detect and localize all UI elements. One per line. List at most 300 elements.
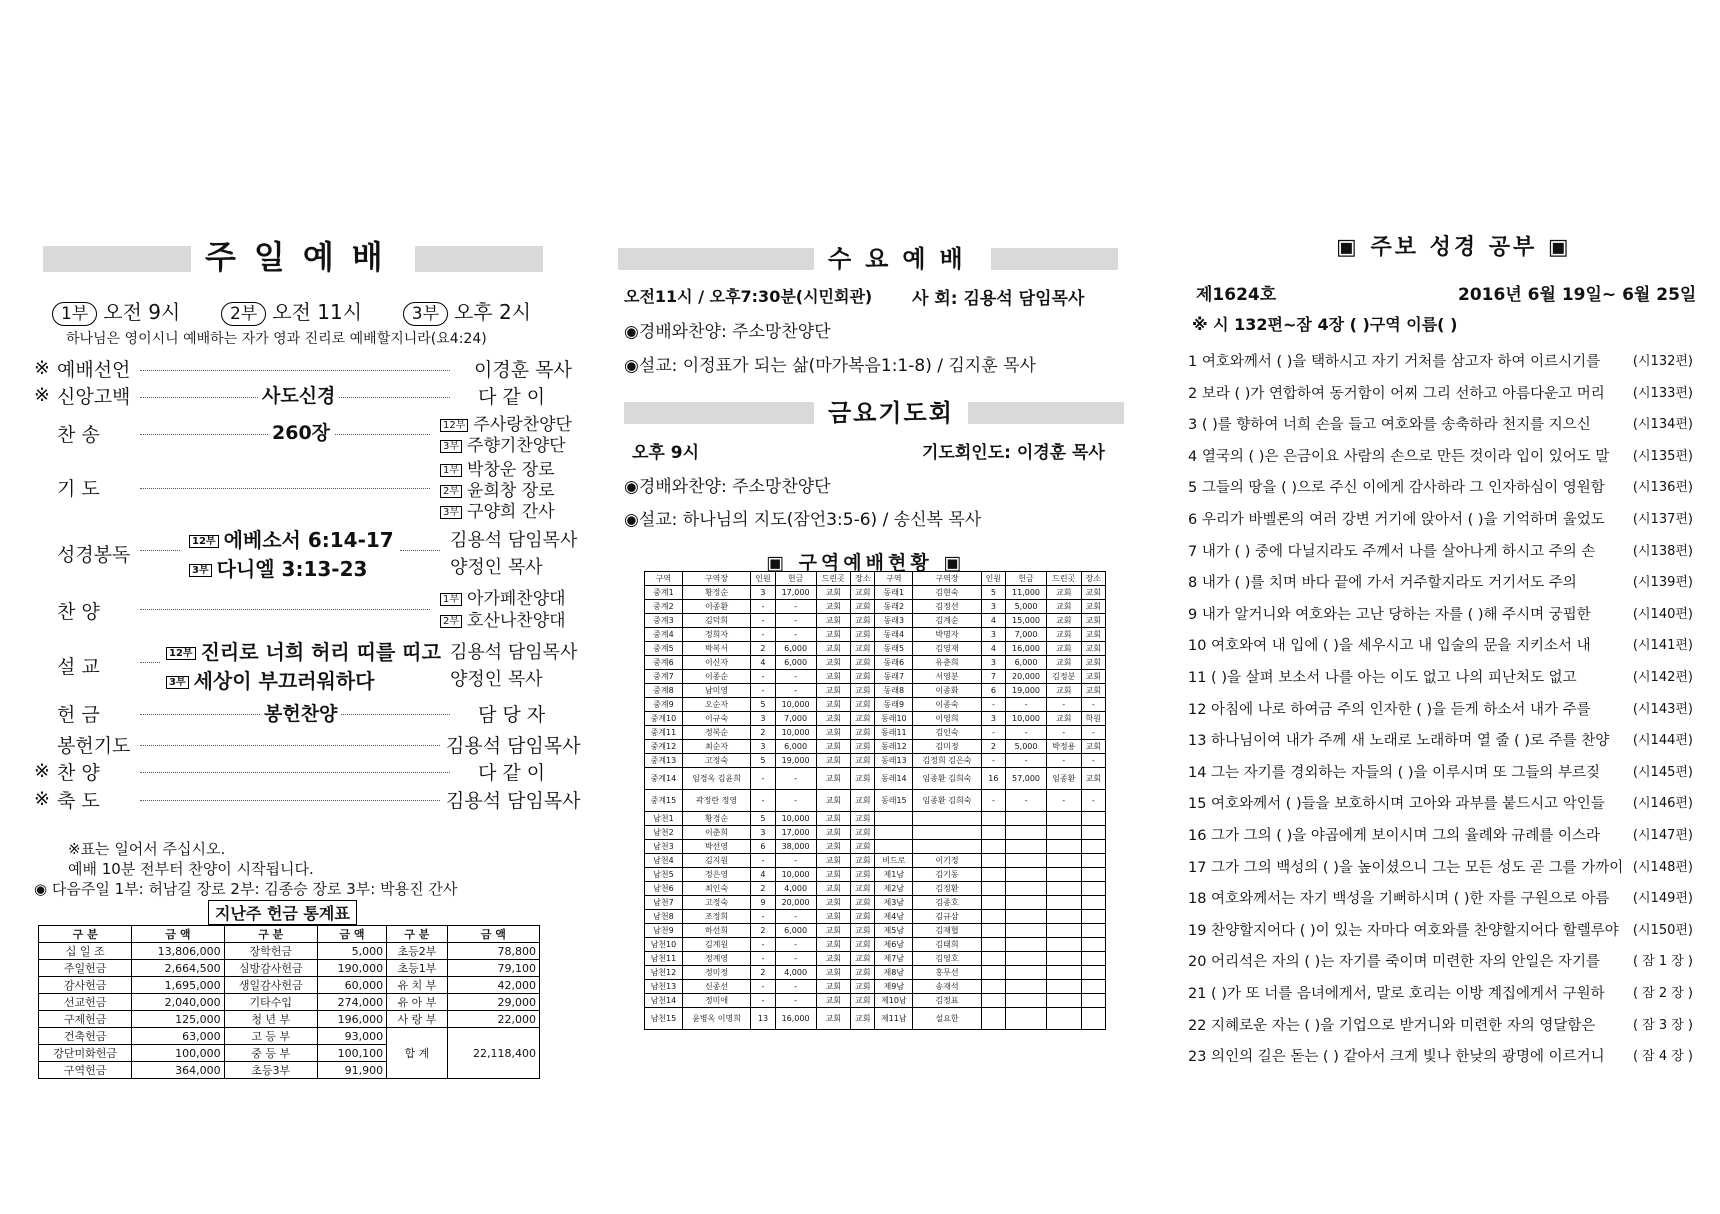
table-row xyxy=(645,754,1106,768)
table-cell: 제6남 xyxy=(875,938,913,952)
table-cell xyxy=(913,826,982,840)
question-reference: (시134편) xyxy=(1632,417,1693,433)
table-cell: 6,000 xyxy=(775,740,816,754)
question-item xyxy=(1188,887,1693,908)
offering-table-title: 지난주 헌금 통계표 xyxy=(208,900,357,925)
table-cell: - xyxy=(1081,754,1105,768)
table-cell: - xyxy=(775,790,816,812)
table-cell: 김계순 xyxy=(913,614,982,628)
table-cell: 교회 xyxy=(1046,684,1081,698)
question-reference: (시144편) xyxy=(1632,733,1693,749)
table-cell: 교회 xyxy=(851,1008,875,1030)
part-tag: 1부 xyxy=(440,593,462,606)
table-cell: 박정용 xyxy=(1046,740,1081,754)
note-next-sunday: ◉ 다음주일 1부: 허남길 장로 2부: 김종승 장로 3부: 박용진 간사 xyxy=(34,880,458,898)
table-cell: 김인숙 xyxy=(913,726,982,740)
table-cell: 중계5 xyxy=(645,642,683,656)
table-cell: 7 xyxy=(981,670,1005,684)
order-hymn-center: 260장 xyxy=(268,418,334,445)
table-cell: 5 xyxy=(981,586,1005,600)
order-sermon-2 xyxy=(166,665,374,694)
order-reading-2-reader: 양정인 목사 xyxy=(450,557,543,578)
table-cell: 황경순 xyxy=(682,812,751,826)
table-cell: - xyxy=(751,614,775,628)
question-text: 22 지혜로운 자는 ( )을 기업으로 받거니와 미련한 자의 영달함은 xyxy=(1188,1017,1596,1034)
table-cell xyxy=(1081,896,1105,910)
order-sermon-1-preacher: 김용석 담임목사 xyxy=(450,642,578,663)
table-cell: 2,664,500 xyxy=(132,960,224,977)
table-cell: 3 xyxy=(751,712,775,726)
table-cell: 정미애 xyxy=(682,994,751,1008)
choir-name: 주향기찬양단 xyxy=(467,436,566,456)
table-cell: 구제헌금 xyxy=(39,1011,132,1028)
table-cell: 교회 xyxy=(851,614,875,628)
table-cell xyxy=(875,840,913,854)
table-cell: 중계7 xyxy=(645,670,683,684)
time-3: 오후 2시 xyxy=(454,300,532,324)
table-cell: 교회 xyxy=(1046,656,1081,670)
question-text: 6 우리가 바벨론의 여러 강변 거기에 앉아서 ( )을 기억하며 울었도 xyxy=(1188,512,1605,528)
table-row xyxy=(645,980,1106,994)
table-cell: - xyxy=(775,980,816,994)
table-cell: - xyxy=(775,938,816,952)
table-cell xyxy=(981,980,1005,994)
table-cell: 박복서 xyxy=(682,642,751,656)
leader-dots xyxy=(140,488,430,489)
order-sermon-1 xyxy=(166,636,441,665)
question-item xyxy=(1188,950,1693,971)
table-cell: 교회 xyxy=(816,1008,851,1030)
table-cell: 유 치 부 xyxy=(387,977,448,994)
table-cell xyxy=(875,812,913,826)
order-praise2-right: 다 같 이 xyxy=(478,762,546,784)
question-reference: (시140편) xyxy=(1632,606,1693,622)
table-cell: 생일감사헌금 xyxy=(224,977,317,994)
order-call-right: 이경훈 목사 xyxy=(474,359,572,381)
table-cell: 교회 xyxy=(851,740,875,754)
table-cell: 하선희 xyxy=(682,924,751,938)
table-cell: 17,000 xyxy=(775,586,816,600)
table-cell: - xyxy=(751,994,775,1008)
table-cell: 교회 xyxy=(1081,614,1105,628)
study-issue: 제1624호 xyxy=(1196,285,1277,305)
table-cell: - xyxy=(1081,726,1105,740)
table-cell: 교회 xyxy=(816,994,851,1008)
total-label: 합 계 xyxy=(387,1028,448,1079)
question-reference: (시142편) xyxy=(1632,670,1693,685)
table-cell: 교회 xyxy=(816,826,851,840)
col-header: 구역 xyxy=(875,572,913,586)
table-cell: 이영희 xyxy=(913,712,982,726)
question-item xyxy=(1188,982,1693,1003)
table-row xyxy=(645,656,1106,670)
table-cell xyxy=(981,910,1005,924)
table-cell: 22,000 xyxy=(447,1011,539,1028)
table-cell: 125,000 xyxy=(132,1011,224,1028)
table-cell xyxy=(1046,840,1081,854)
table-cell: 교회 xyxy=(816,910,851,924)
table-cell: 교회 xyxy=(851,712,875,726)
table-cell: 남천5 xyxy=(645,868,683,882)
part-tag: 12부 xyxy=(189,535,219,548)
table-cell: 교회 xyxy=(816,754,851,768)
table-cell xyxy=(1046,994,1081,1008)
question-text: 2 보라 ( )가 연합하여 동거함이 어찌 그리 선하고 아름다운고 머리 xyxy=(1188,385,1605,402)
table-cell: - xyxy=(1006,698,1047,712)
order-hymn-r2 xyxy=(440,431,566,456)
table-cell xyxy=(1006,826,1047,840)
table-cell: 63,000 xyxy=(132,1028,224,1045)
table-cell: 비드로 xyxy=(875,854,913,868)
table-cell: 교회 xyxy=(851,684,875,698)
table-cell: 4 xyxy=(981,614,1005,628)
table-row xyxy=(645,868,1106,882)
table-cell: 최순자 xyxy=(682,740,751,754)
question-item xyxy=(1188,350,1693,371)
table-cell: 4 xyxy=(751,868,775,882)
part-tag: 2부 xyxy=(440,485,462,498)
table-row xyxy=(39,1011,540,1028)
table-cell: 교회 xyxy=(816,628,851,642)
table-cell xyxy=(1046,966,1081,980)
table-cell: 동래5 xyxy=(875,642,913,656)
table-cell xyxy=(981,938,1005,952)
table-cell: 60,000 xyxy=(317,977,386,994)
table-cell: 김영재 xyxy=(913,642,982,656)
table-cell: 구역헌금 xyxy=(39,1062,132,1079)
table-cell xyxy=(1006,1008,1047,1030)
table-cell xyxy=(1081,994,1105,1008)
table-cell: 교회 xyxy=(851,670,875,684)
table-row xyxy=(645,684,1106,698)
table-cell: 윤병옥 이명희 xyxy=(682,1008,751,1030)
table-cell: - xyxy=(751,952,775,966)
table-cell xyxy=(1081,980,1105,994)
table-cell: 교회 xyxy=(851,882,875,896)
table-cell: 임종환 김희숙 xyxy=(913,790,982,812)
table-row xyxy=(645,826,1106,840)
table-cell: 황정순 xyxy=(682,586,751,600)
table-cell: - xyxy=(981,790,1005,812)
table-row xyxy=(645,896,1106,910)
table-row xyxy=(39,943,540,960)
table-cell: 제9남 xyxy=(875,980,913,994)
order-offprayer-label: 봉헌기도 xyxy=(57,735,131,757)
table-cell: 15,000 xyxy=(1006,614,1047,628)
friday-leader: 기도회인도: 이경훈 목사 xyxy=(922,443,1105,463)
friday-time: 오후 9시 xyxy=(632,443,700,463)
question-reference: (시149편) xyxy=(1632,891,1693,907)
table-cell xyxy=(981,868,1005,882)
table-cell: 김정분 xyxy=(1046,670,1081,684)
table-row xyxy=(645,600,1106,614)
table-cell: 2,040,000 xyxy=(132,994,224,1011)
table-cell: - xyxy=(981,726,1005,740)
table-cell: 최인숙 xyxy=(682,882,751,896)
table-cell: - xyxy=(751,768,775,790)
table-cell: 건축헌금 xyxy=(39,1028,132,1045)
choir-name: 주사랑찬양단 xyxy=(473,415,572,435)
table-cell: - xyxy=(1006,754,1047,768)
question-item xyxy=(1188,413,1693,434)
table-cell: 교회 xyxy=(816,698,851,712)
question-reference: (시133편) xyxy=(1632,385,1693,401)
table-cell: 강단미화헌금 xyxy=(39,1045,132,1062)
table-cell: - xyxy=(751,980,775,994)
table-cell xyxy=(1081,812,1105,826)
question-item xyxy=(1188,792,1693,813)
question-text: 13 하나님이여 내가 주께 새 노래로 노래하며 열 줄 ( )로 주를 찬양 xyxy=(1188,733,1610,750)
part-tag: 12부 xyxy=(440,419,468,432)
mark: ※ xyxy=(34,788,50,810)
question-reference: (시132편) xyxy=(1632,354,1693,369)
part-tag: 2부 xyxy=(440,615,462,628)
time-tag-3: 3부 xyxy=(403,302,448,326)
order-offering-right: 담 당 자 xyxy=(478,704,546,726)
mark: ※ xyxy=(34,357,50,379)
order-creed-label: 신앙고백 xyxy=(57,386,131,408)
table-cell: 교회 xyxy=(851,868,875,882)
table-cell: 교회 xyxy=(851,952,875,966)
table-cell xyxy=(981,812,1005,826)
table-cell xyxy=(1081,826,1105,840)
table-cell: 6,000 xyxy=(1006,656,1047,670)
table-row xyxy=(645,740,1106,754)
table-cell: 10,000 xyxy=(1006,712,1047,726)
question-reference: (시135편) xyxy=(1632,448,1693,464)
table-row xyxy=(645,768,1106,790)
table-cell: 교회 xyxy=(816,656,851,670)
leader-dots xyxy=(140,745,440,746)
table-cell: 홍무선 xyxy=(913,966,982,980)
table-cell: 교회 xyxy=(816,740,851,754)
table-row xyxy=(645,628,1106,642)
table-cell: 교회 xyxy=(1081,600,1105,614)
table-cell: 이종화 xyxy=(913,684,982,698)
friday-sermon: ◉설교: 하나님의 지도(잠언3:5-6) / 송신복 목사 xyxy=(624,510,982,530)
table-cell xyxy=(981,966,1005,980)
table-cell xyxy=(1046,812,1081,826)
question-item xyxy=(1188,698,1693,719)
table-cell: 임경옥 김윤희 xyxy=(682,768,751,790)
table-cell: 동래7 xyxy=(875,670,913,684)
table-cell: 중계12 xyxy=(645,740,683,754)
table-cell: 3 xyxy=(981,628,1005,642)
table-cell: 제4남 xyxy=(875,910,913,924)
total-value: 22,118,400 xyxy=(447,1028,539,1079)
table-cell xyxy=(1046,868,1081,882)
table-row xyxy=(645,994,1106,1008)
question-reference: (시147편) xyxy=(1632,828,1693,843)
study-subtitle: ※ 시 132편~잠 4장 ( )구역 이름( ) xyxy=(1192,315,1458,334)
table-cell: 남천14 xyxy=(645,994,683,1008)
table-row xyxy=(645,938,1106,952)
table-cell: 교회 xyxy=(851,980,875,994)
table-cell: 교회 xyxy=(851,910,875,924)
question-text: 16 그가 그의 ( )을 야곱에게 보이시며 그의 율례와 규례를 이스라 xyxy=(1188,828,1601,844)
table-cell: 3 xyxy=(751,826,775,840)
table-row xyxy=(645,642,1106,656)
table-row xyxy=(645,698,1106,712)
table-cell: 교회 xyxy=(816,726,851,740)
question-text: 21 ( )가 또 너를 음녀에게서, 말로 호리는 이방 계집에게서 구원하 xyxy=(1188,986,1605,1002)
question-text: 7 내가 ( ) 중에 다닐지라도 주께서 나를 살아나게 하시고 주의 손 xyxy=(1188,543,1596,560)
part-tag: 3부 xyxy=(440,440,462,453)
part-tag: 1부 xyxy=(440,464,462,477)
table-cell: 교회 xyxy=(816,670,851,684)
table-cell: 교회 xyxy=(851,924,875,938)
order-offering-center: 봉헌찬양 xyxy=(260,699,341,726)
table-cell: 김정표 xyxy=(913,994,982,1008)
table-cell: 동래4 xyxy=(875,628,913,642)
table-cell: 김미정 xyxy=(913,740,982,754)
table-cell: 교회 xyxy=(816,882,851,896)
table-cell xyxy=(1006,924,1047,938)
question-item xyxy=(1188,508,1693,529)
table-cell: 김기동 xyxy=(913,868,982,882)
question-reference: (시145편) xyxy=(1632,764,1693,780)
table-cell: 설요한 xyxy=(913,1008,982,1030)
table-cell: 교회 xyxy=(851,768,875,790)
question-reference: ( 잠 4 장 ) xyxy=(1632,1049,1693,1065)
choir-name: 아가페찬양대 xyxy=(467,589,566,609)
table-cell: 남천15 xyxy=(645,1008,683,1030)
table-cell xyxy=(981,1008,1005,1030)
table-cell: 교회 xyxy=(851,642,875,656)
question-reference: (시141편) xyxy=(1632,638,1693,654)
table-cell xyxy=(981,854,1005,868)
table-cell: 십 일 조 xyxy=(39,943,132,960)
table-cell: - xyxy=(981,698,1005,712)
sermon-title: 진리로 너희 허리 띠를 띠고 xyxy=(200,640,441,664)
order-reading-label: 성경봉독 xyxy=(57,544,131,566)
table-cell: 유춘희 xyxy=(913,656,982,670)
question-text: 11 ( )을 살펴 보소서 나를 아는 이도 없고 나의 피난처도 없고 xyxy=(1188,670,1577,686)
cell-table xyxy=(644,571,1106,1030)
col-header: 구역 xyxy=(645,572,683,586)
question-text: 20 어리석은 자의 ( )는 자기를 죽이며 미련한 자의 안일은 자기를 xyxy=(1188,954,1601,971)
question-text: 18 여호와께서는 자기 백성을 기뻐하시며 ( )한 자를 구원으로 아름 xyxy=(1188,891,1610,908)
question-text: 23 의인의 길은 돋는 ( ) 같아서 크게 빛나 한낮의 광명에 이르거니 xyxy=(1188,1049,1605,1066)
wednesday-time: 오전11시 / 오후7:30분(시민회관) xyxy=(624,287,873,306)
leader-dots xyxy=(140,550,180,551)
table-cell: 100,000 xyxy=(132,1045,224,1062)
table-cell: 교회 xyxy=(816,966,851,980)
table-cell: 93,000 xyxy=(317,1028,386,1045)
table-cell: 3 xyxy=(981,600,1005,614)
question-reference: (시146편) xyxy=(1632,796,1693,812)
table-cell xyxy=(1006,868,1047,882)
table-cell xyxy=(981,896,1005,910)
table-cell xyxy=(1006,854,1047,868)
weekday-section xyxy=(600,0,1140,1214)
table-cell: 중계14 xyxy=(645,768,683,790)
table-cell: 5 xyxy=(751,754,775,768)
table-cell: 11,000 xyxy=(1006,586,1047,600)
table-cell: 5,000 xyxy=(1006,600,1047,614)
table-cell: - xyxy=(1046,698,1081,712)
sunday-header-bar xyxy=(43,238,543,276)
table-row xyxy=(645,812,1106,826)
table-cell: 동래10 xyxy=(875,712,913,726)
table-cell: 196,000 xyxy=(317,1011,386,1028)
table-cell: 190,000 xyxy=(317,960,386,977)
table-cell: 남천8 xyxy=(645,910,683,924)
table-cell: 학원 xyxy=(1081,712,1105,726)
question-item xyxy=(1188,729,1693,750)
question-reference: (시136편) xyxy=(1632,480,1693,496)
question-item xyxy=(1188,1045,1693,1066)
table-cell xyxy=(1046,896,1081,910)
table-cell: 김정선 xyxy=(913,600,982,614)
table-cell: 제8남 xyxy=(875,966,913,980)
table-cell: 이규숙 xyxy=(682,712,751,726)
table-cell xyxy=(1081,966,1105,980)
table-cell xyxy=(1081,924,1105,938)
question-text: 19 찬양할지어다 ( )이 있는 자마다 여호와를 찬양할지어다 할렐루야 xyxy=(1188,922,1619,939)
table-cell: 제5남 xyxy=(875,924,913,938)
table-row xyxy=(645,726,1106,740)
order-reading-2 xyxy=(189,553,367,582)
table-cell xyxy=(1081,952,1105,966)
table-cell: 김정희 김은숙 xyxy=(913,754,982,768)
wednesday-title: 수요예배 xyxy=(814,242,991,276)
table-cell: 교회 xyxy=(816,924,851,938)
table-cell: 교회 xyxy=(816,812,851,826)
table-cell: 제2남 xyxy=(875,882,913,896)
table-cell: 2 xyxy=(751,726,775,740)
order-reading-1-reader: 김용석 담임목사 xyxy=(450,530,578,551)
table-cell: 4,000 xyxy=(775,966,816,980)
question-text: 17 그가 그의 백성의 ( )을 높이셨으니 그는 모든 성도 곧 그를 가까이 xyxy=(1188,859,1624,876)
table-cell: 동래2 xyxy=(875,600,913,614)
table-cell: 교회 xyxy=(816,790,851,812)
table-cell: - xyxy=(1046,754,1081,768)
question-reference: ( 잠 3 장 ) xyxy=(1632,1017,1693,1033)
table-cell xyxy=(1046,938,1081,952)
table-cell: 이종숙 xyxy=(913,698,982,712)
table-cell: 교회 xyxy=(816,896,851,910)
table-cell: 교회 xyxy=(816,868,851,882)
table-cell: 교회 xyxy=(851,600,875,614)
table-cell: 교회 xyxy=(1081,670,1105,684)
col-header: 드린곳 xyxy=(816,572,851,586)
order-praise-label: 찬 양 xyxy=(57,601,100,623)
col-header: 구 분 xyxy=(224,926,317,943)
table-cell: 제10남 xyxy=(875,994,913,1008)
table-cell: 6,000 xyxy=(775,924,816,938)
table-cell: 6 xyxy=(751,840,775,854)
table-cell: 초등3부 xyxy=(224,1062,317,1079)
table-cell: 청 년 부 xyxy=(224,1011,317,1028)
scripture: 다니엘 3:13-23 xyxy=(216,557,368,581)
col-header: 인원 xyxy=(981,572,1005,586)
table-row xyxy=(39,960,540,977)
time-2: 오전 11시 xyxy=(272,300,363,324)
table-cell xyxy=(981,840,1005,854)
table-row xyxy=(645,840,1106,854)
col-header: 구역장 xyxy=(913,572,982,586)
table-cell xyxy=(981,826,1005,840)
table-cell: - xyxy=(1081,698,1105,712)
table-cell xyxy=(1081,854,1105,868)
order-offprayer-right: 김용석 담임목사 xyxy=(446,735,581,757)
question-reference: (시139편) xyxy=(1632,575,1693,591)
table-cell: 김현숙 xyxy=(913,586,982,600)
table-row xyxy=(645,854,1106,868)
table-cell xyxy=(875,826,913,840)
table-cell: 교회 xyxy=(851,790,875,812)
